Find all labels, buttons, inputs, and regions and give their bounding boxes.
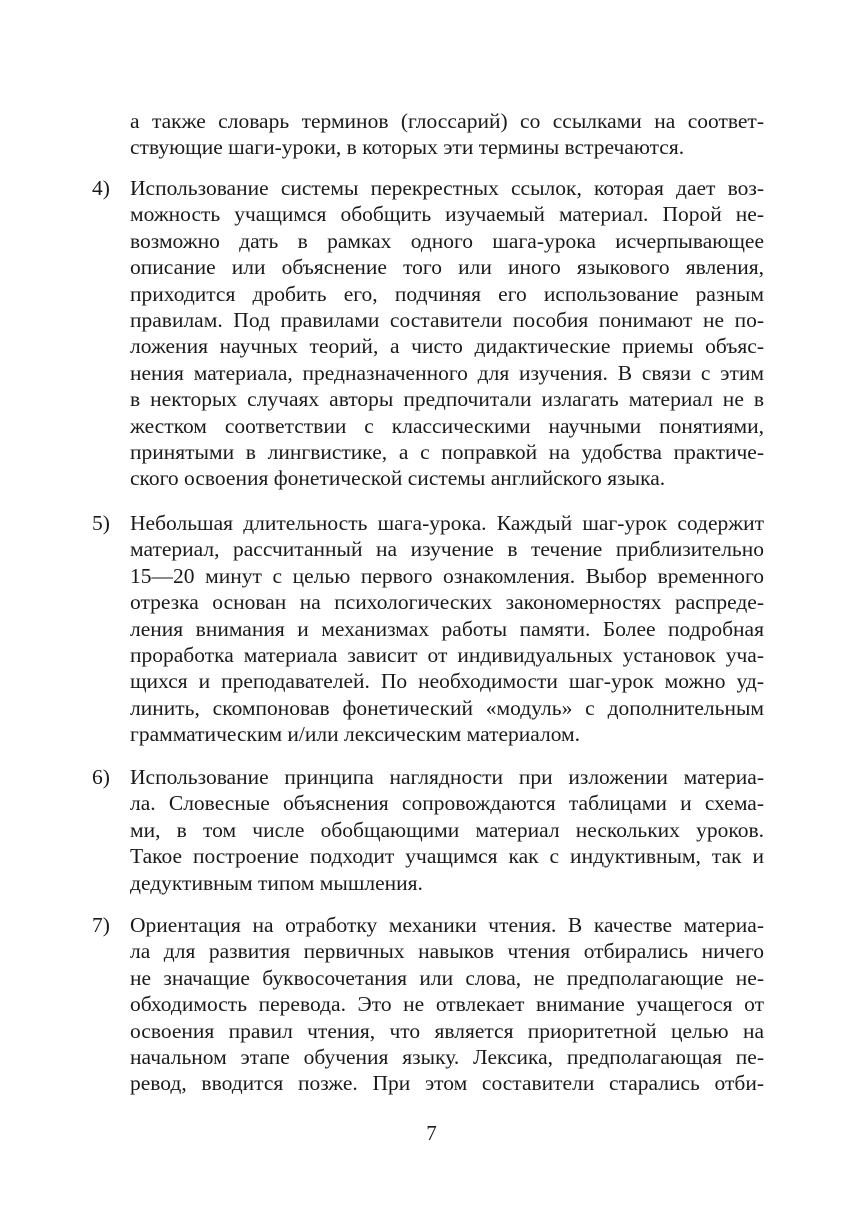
text-line: отрезка основан на психологических закономерностях распреде- [130, 590, 764, 615]
list-item-number: 5) [92, 511, 110, 535]
list-item-text [130, 175, 764, 492]
intro-paragraph [130, 108, 764, 161]
text-line: материал, рассчитанный на изучение в течение приблизительно [130, 537, 764, 562]
list-item-text [130, 764, 764, 896]
text-line: линить, скомпоновав фонетический «модуль» с дополнительным [130, 695, 764, 720]
text-line: щихся и преподавателей. По необходимости шаг-урок можно уд- [130, 669, 764, 694]
text-line: приходится дробить его, подчиняя его использование разным [130, 281, 764, 306]
text-line: ревод, вводится позже. При этом составители старались отби- [130, 1071, 764, 1096]
text-line: дедуктивным типом мышления. [130, 870, 423, 895]
text-line: правилам. Под правилами составители пособия понимают не по- [130, 307, 764, 332]
text-line: ского освоения фонетической системы английского языка. [130, 466, 666, 491]
text-line: освоения правил чтения, что является приоритетной целью на [130, 1018, 764, 1043]
text-line: проработка материала зависит от индивидуальных установок уча- [130, 642, 764, 667]
list-item-text [130, 912, 764, 1097]
list-item-text [130, 510, 764, 748]
text-line: жестком соответствии с классическими научными понятиями, [130, 413, 764, 438]
text-line: в некторых случаях авторы предпочитали излагать материал не в [130, 387, 764, 412]
text-line: Такое построение подходит учащимся как с индуктивным, так и [130, 844, 764, 869]
text-line: ми, в том числе обобщающими материал нескольких уроков. [130, 817, 764, 842]
text-line: Использование принципа наглядности при изложении материа- [130, 765, 764, 789]
text-line: Небольшая длительность шага-урока. Каждый шаг-урок содержит [130, 511, 764, 535]
text-line: Использование системы перекрестных ссылок, которая дает воз- [130, 176, 764, 200]
text-line: обходимость перевода. Это не отвлекает внимание учащегося от [130, 992, 764, 1017]
text-line: ствующие шаги-уроки, в которых эти термины встречаются. [130, 135, 685, 160]
text-line: ложения научных теорий, а чисто дидактические приемы объяс- [130, 334, 764, 359]
text-line: Ориентация на отработку механики чтения. В качестве материа- [130, 913, 764, 937]
text-line: можность учащимся обобщить изучаемый материал. Порой не- [130, 202, 764, 227]
text-line: ла для развития первичных навыков чтения отбирались ничего [130, 939, 764, 964]
text-line: грамматическим и/или лексическим материалом. [130, 722, 581, 747]
text-line: описание или объяснение того или иного языкового явления, [130, 255, 764, 280]
page-number: 7 [426, 1121, 437, 1145]
text-line: а также словарь терминов (глоссарий) со ссылками на соответ- [130, 109, 764, 133]
text-line: нения материала, предназначенного для изучения. В связи с этим [130, 360, 764, 385]
list-item-number: 7) [92, 913, 110, 937]
text-line: начальном этапе обучения языку. Лексика, предполагающая пе- [130, 1044, 764, 1069]
text-line: ления внимания и механизмах работы памяти. Более подробная [130, 616, 764, 641]
list-item-number: 6) [92, 765, 110, 789]
list-item-number: 4) [92, 176, 110, 200]
text-line: не значащие буквосочетания или слова, не предполагающие не- [130, 965, 764, 990]
text-line: принятыми в лингвистике, а с поправкой на удобства практиче- [130, 439, 764, 464]
text-line: возможно дать в рамках одного шага-урока исчерпывающее [130, 228, 764, 253]
text-line: ла. Словесные объяснения сопровождаются таблицами и схема- [130, 791, 764, 816]
text-line: 15—20 минут с целью первого ознакомления. Выбор временного [130, 563, 764, 588]
